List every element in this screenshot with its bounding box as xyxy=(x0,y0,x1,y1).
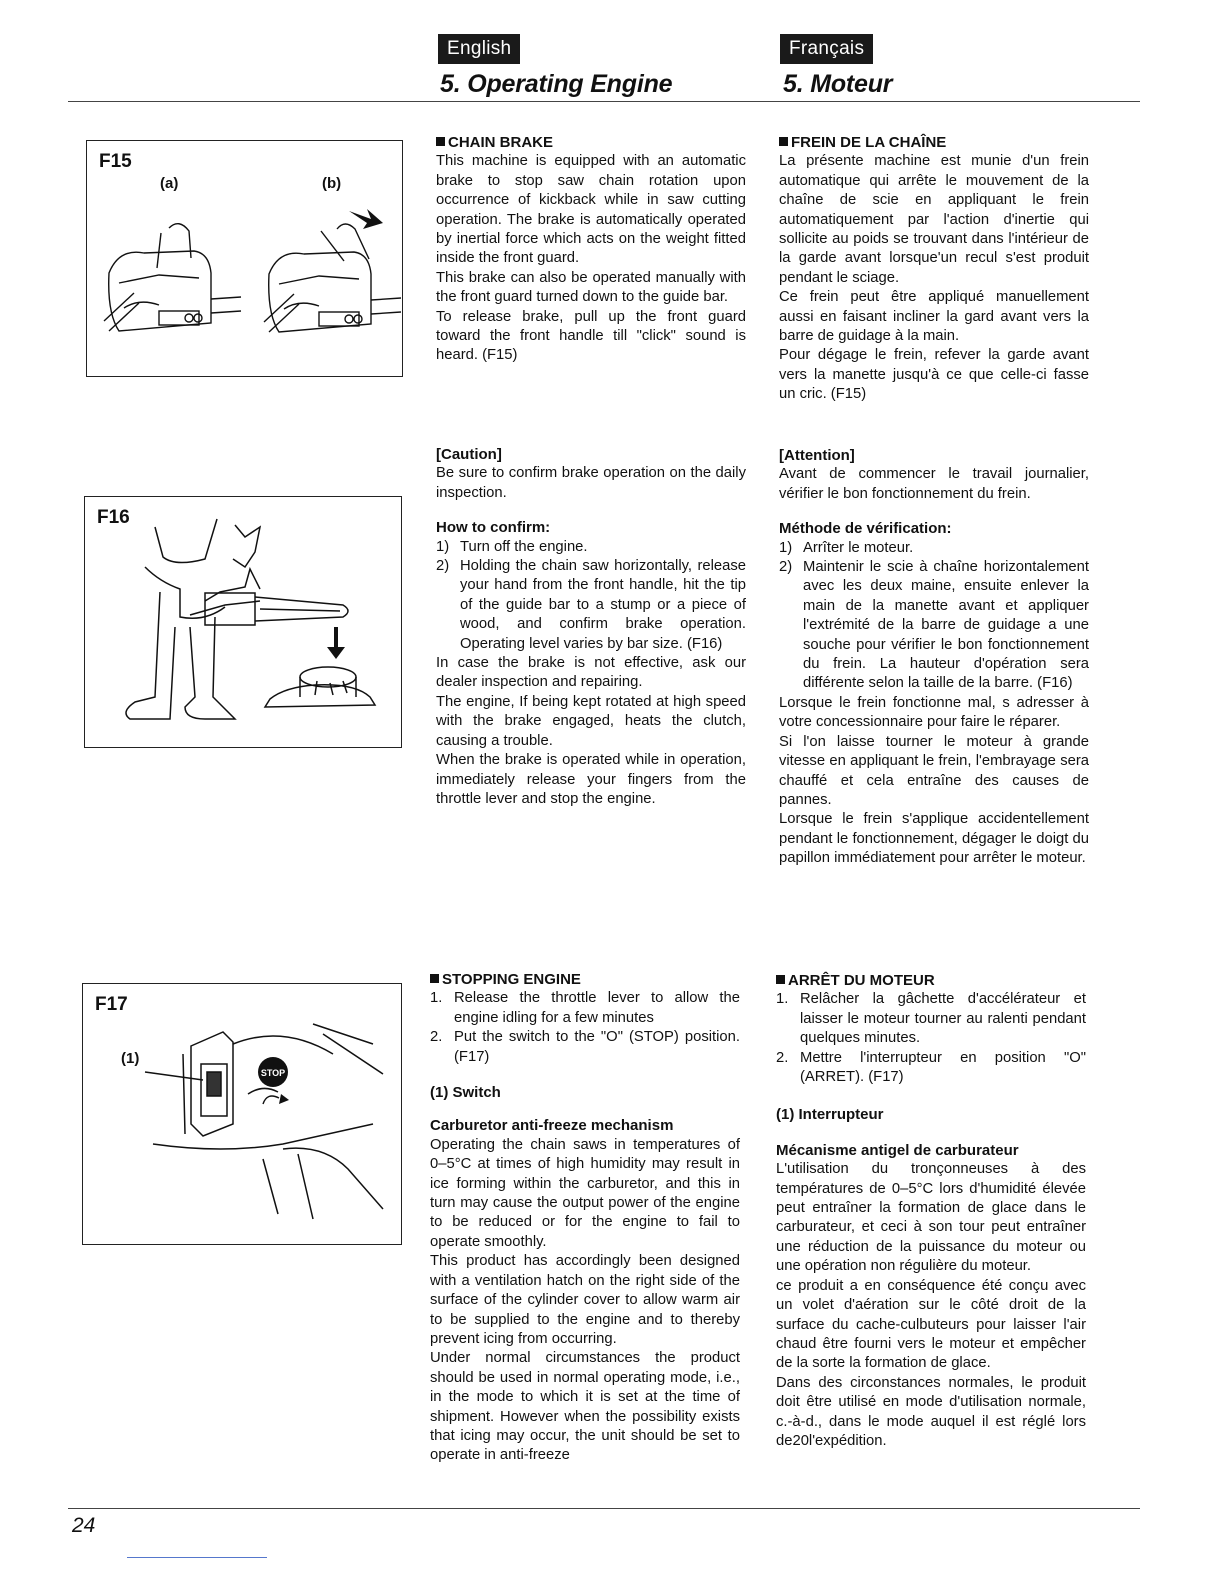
section-heading: [Attention] xyxy=(779,447,855,464)
footer-divider xyxy=(68,1508,1140,1509)
section-heading: CHAIN BRAKE xyxy=(436,133,746,152)
page-number: 24 xyxy=(72,1514,96,1537)
french-stopping-section xyxy=(776,971,1086,1451)
paragraph: Under normal circumstances the product should be used in normal operating mode, i.e., in the mode to which it is set at the time of shipment. However when the possibility exists that icing may occur, the unit should be set to operate in anti-freeze xyxy=(430,1350,740,1464)
section-heading: ARRÊT DU MOTEUR xyxy=(776,971,1086,990)
bullet-square-icon xyxy=(779,137,788,146)
english-stopping-section xyxy=(430,970,740,1466)
paragraph: Dans des circonstances normales, le produit doit être utilisé en mode d'utilisation normale, c.-à-d., dans le mode auquel il est réglé lors de20l'expédition. xyxy=(776,1374,1086,1449)
language-tag-french: Français xyxy=(780,34,873,64)
engine-switch-drawing xyxy=(83,984,402,1245)
paragraph: La présente machine est munie d'un frein automatique qui arrête le mouvement de la chaîne de scie en appliquant le frein automatiquement par l'action d'inertie qui sollicite au poids se trouvant dans l'intérieur de la garde avant lorsque'un recul s'est produit pendant le sciage. xyxy=(779,153,1089,286)
section-heading: STOPPING ENGINE xyxy=(430,970,740,989)
paragraph: To release brake, pull up the front guard toward the front handle till "click" sound is heard. (F15) xyxy=(436,308,746,364)
list-item: 2. Mettre l'interrupteur en position "O" (ARRET). (F17) xyxy=(776,1049,1086,1086)
paragraph: Pour dégage le frein, refever la garde avant vers la manette jusqu'à ce que celle-ci fasse un cric. (F15) xyxy=(779,347,1089,403)
numbered-list xyxy=(776,990,1086,1087)
paragraph: Avant de commencer le travail journalier, vérifier le bon fonctionnement du frein. xyxy=(779,466,1089,502)
paragraph: Ce frein peut être appliqué manuellement aussi en faisant incliner la gard avant vers la barre de guidage à la main. xyxy=(779,289,1089,345)
paragraph: Operating the chain saws in temperatures of 0–5°C at times of high humidity may result in ice forming within the carburetor, and this in turn may cause the output power of the engine to be reduced or for the engine to fail to operate smoothly. xyxy=(430,1136,740,1250)
figure-label: F15 xyxy=(99,151,132,172)
figure-f17 xyxy=(82,983,402,1245)
section-title-french: 5. Moteur xyxy=(783,70,893,98)
section-heading: Carburetor anti-freeze mechanism xyxy=(430,1117,674,1135)
rotate-arrow-icon xyxy=(279,1094,289,1104)
list-item: 2) Maintenir le scie à chaîne horizontalement avec les deux maine, ensuite enlever la main de la manette avant et appliquer l'extrémité de la barre de guidage a une souche pour vérifier le bon fonctionnement du frein. La hauteur d'opération sera différente selon la taille de la barre. (F16) xyxy=(779,559,1089,692)
bullet-square-icon xyxy=(430,974,439,983)
section-heading: FREIN DE LA CHAÎNE xyxy=(779,133,1089,152)
list-item: 1. Release the throttle lever to allow the engine idling for a few minutes xyxy=(430,990,740,1026)
switch-callout-label: (1) xyxy=(121,1050,140,1067)
header-divider xyxy=(68,101,1140,102)
figure-sub-label-b: (b) xyxy=(322,175,342,192)
paragraph: ce produit a en conséquence été conçu avec un volet d'aération sur le côté droit de la surface du cache-culbuteurs pour laisser l'air chaud être fourni vers le moteur et empêcher de la sorte la formation de glace. xyxy=(776,1277,1086,1372)
down-arrow-icon xyxy=(327,627,345,659)
section-heading: How to confirm: xyxy=(436,519,551,537)
figure-label: F17 xyxy=(95,994,128,1015)
paragraph: Be sure to confirm brake operation on the daily inspection. xyxy=(436,465,746,501)
paragraph: This machine is equipped with an automatic brake to stop saw chain rotation upon occurrence of kickback while in saw cutting operation. The brake is automatically operated by inertial force which acts on the weight fitted inside the front guard. xyxy=(436,153,746,267)
bullet-square-icon xyxy=(776,975,785,984)
chainsaw-brake-on-drawing xyxy=(259,199,403,354)
paragraph: Lorsque le frein s'applique accidentellement pendant le fonctionnement, dégager le doigt du papillon immédiatement pour arrêter le moteur. xyxy=(779,811,1089,867)
paragraph: L'utilisation du tronçonneuses à des températures de 0–5°C lors d'humidité élevée peut entraîner la formation de glace dans le carburateur, et ceci à son tour peut entraîner une réduction de la puissance du moteur ou une opération non régulière du moteur. xyxy=(776,1161,1086,1275)
switch-label: (1) Switch xyxy=(430,1084,501,1102)
list-item: 1) Turn off the engine. xyxy=(436,538,588,555)
figure-sub-label-a: (a) xyxy=(160,175,179,192)
language-tag-english: English xyxy=(438,34,520,64)
switch-label: (1) Interrupteur xyxy=(776,1106,884,1124)
paragraph: When the brake is operated while in operation, immediately release your fingers from the throttle lever and stop the engine. xyxy=(436,752,746,807)
figure-f16 xyxy=(84,496,402,748)
figure-f15 xyxy=(86,140,403,377)
stop-badge-text: STOP xyxy=(260,1068,286,1078)
english-chain-brake-section xyxy=(436,133,746,366)
section-title-english: 5. Operating Engine xyxy=(440,70,673,98)
list-item: 1. Relâcher la gâchette d'accélérateur et laisser le moteur tourner au ralenti pendant quelques minutes. xyxy=(776,991,1086,1047)
brake-test-drawing xyxy=(85,497,402,748)
bullet-square-icon xyxy=(436,137,445,146)
paragraph: In case the brake is not effective, ask our dealer inspection and repairing. xyxy=(436,655,746,691)
figure-label: F16 xyxy=(97,507,130,528)
list-item: 2. Put the switch to the "O" (STOP) position. (F17) xyxy=(430,1029,740,1065)
english-caution-section xyxy=(436,445,746,809)
paragraph: Lorsque le frein fonctionne mal, s adresser à votre concessionnaire pour faire le réparer. xyxy=(779,694,1089,731)
section-heading: Méthode de vérification: xyxy=(779,520,952,538)
section-heading: Mécanisme antigel de carburateur xyxy=(776,1141,1019,1159)
paragraph: Si l'on laisse tourner le moteur à grande vitesse en appliquant le frein, l'embrayage sera chauffé et cela entraîne des causes de pannes. xyxy=(779,733,1089,808)
arrow-icon xyxy=(349,209,383,229)
numbered-list xyxy=(436,538,746,654)
chainsaw-brake-off-drawing xyxy=(99,213,244,353)
numbered-list xyxy=(779,539,1089,694)
french-caution-section xyxy=(779,446,1089,869)
french-chain-brake-section xyxy=(779,133,1089,405)
section-heading: [Caution] xyxy=(436,446,502,463)
paragraph: This brake can also be operated manually with the front guard turned down to the guide bar. xyxy=(436,269,746,306)
numbered-list xyxy=(430,989,740,1067)
paragraph: This product has accordingly been designed with a ventilation hatch on the right side of the surface of the cylinder cover to allow warm air to be supplied to the engine and to thereby prevent icing from occurring. xyxy=(430,1253,740,1347)
list-item: 1) Arrîter le moteur. xyxy=(779,539,914,556)
decorative-line xyxy=(127,1557,267,1558)
paragraph: The engine, If being kept rotated at high speed with the brake engaged, heats the clutch, causing a trouble. xyxy=(436,693,746,749)
list-item: 2) Holding the chain saw horizontally, release your hand from the front handle, hit the tip of the guide bar to a stump or a piece of wood, and confirm brake operation. Operating level varies by bar size. (F16) xyxy=(436,558,746,652)
